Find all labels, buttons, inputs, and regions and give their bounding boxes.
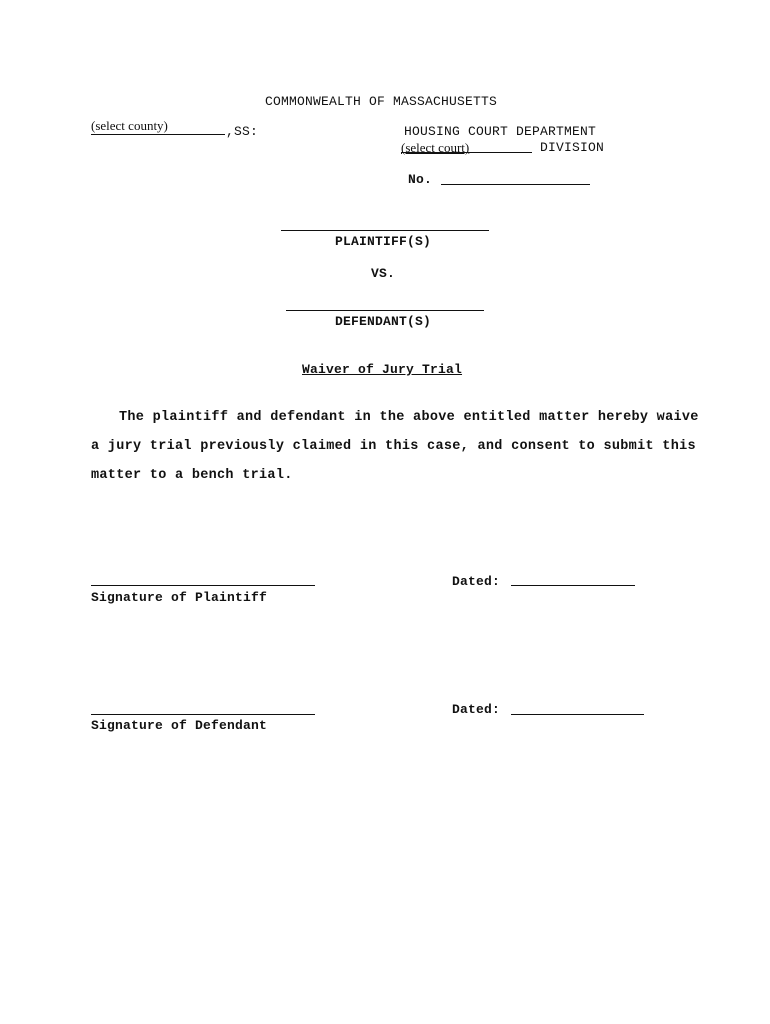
case-number-label: No. [408, 172, 433, 187]
division-label: DIVISION [540, 140, 605, 155]
defendant-date-field[interactable] [511, 714, 644, 715]
ss-label: ,SS: [226, 124, 259, 139]
plaintiff-name-field[interactable] [281, 230, 489, 231]
court-select[interactable] [401, 140, 532, 153]
defendant-dated-label: Dated: [452, 702, 501, 717]
body-line-2: a jury trial previously claimed in this case, and consent to submit this [91, 439, 696, 454]
body-line-3: matter to a bench trial. [91, 468, 293, 483]
county-select[interactable] [91, 118, 225, 135]
body-line-1: The plaintiff and defendant in the above entitled matter hereby waive [119, 410, 699, 425]
plaintiff-date-field[interactable] [511, 585, 635, 586]
defendant-signature-label: Signature of Defendant [91, 718, 268, 733]
court-select-label: (select court) [401, 140, 470, 155]
document-title: Waiver of Jury Trial [302, 362, 463, 377]
plaintiff-signature-field[interactable] [91, 585, 315, 586]
plaintiff-dated-label: Dated: [452, 574, 501, 589]
versus-label: VS. [371, 266, 396, 281]
department-heading: HOUSING COURT DEPARTMENT [404, 124, 597, 139]
defendant-signature-field[interactable] [91, 714, 315, 715]
plaintiff-label: PLAINTIFF(S) [335, 234, 432, 249]
plaintiff-signature-label: Signature of Plaintiff [91, 590, 268, 605]
commonwealth-heading: COMMONWEALTH OF MASSACHUSETTS [265, 94, 498, 109]
case-number-field[interactable] [441, 184, 590, 185]
defendant-label: DEFENDANT(S) [335, 314, 432, 329]
defendant-name-field[interactable] [286, 310, 484, 311]
county-select-label: (select county) [91, 118, 168, 133]
